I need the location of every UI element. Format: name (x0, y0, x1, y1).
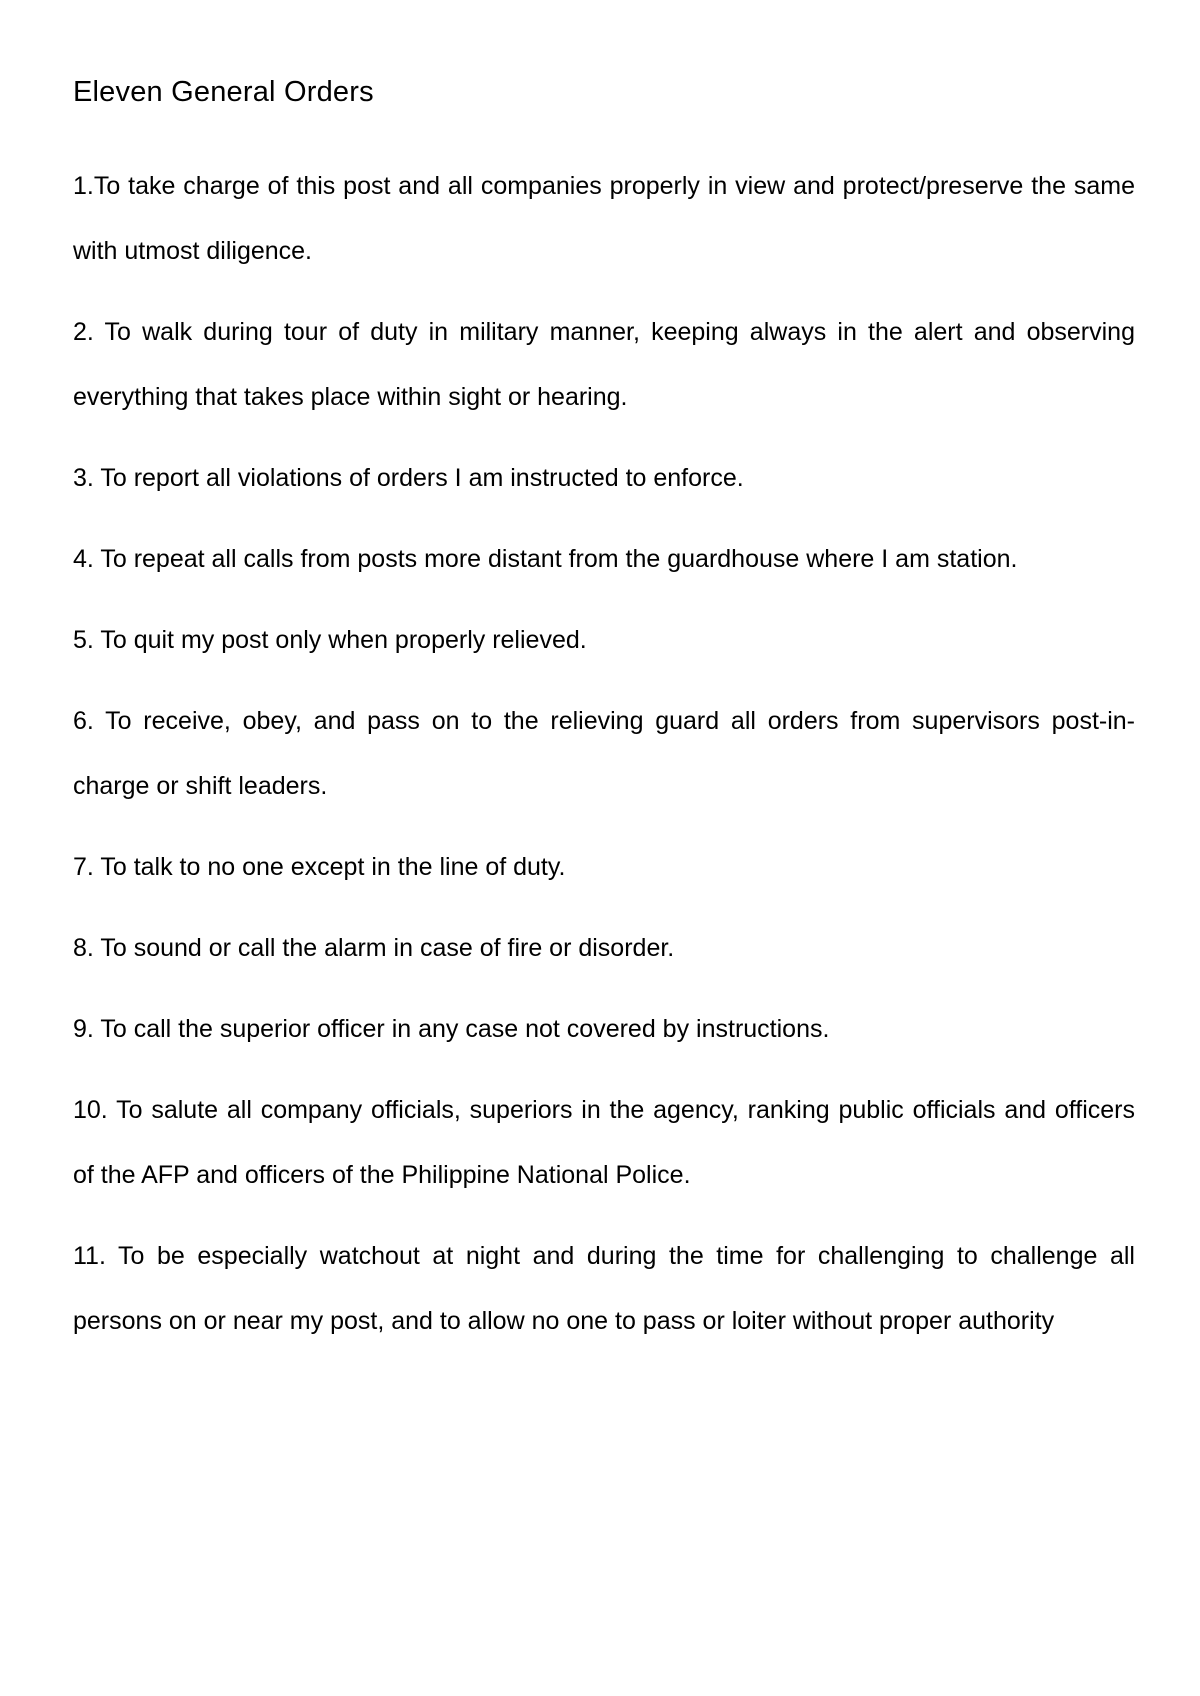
general-order-8: 8. To sound or call the alarm in case of fire or disorder. (73, 934, 675, 962)
document-title: Eleven General Orders (73, 76, 374, 108)
general-order-9: 9. To call the superior officer in any case not covered by instructions. (73, 1015, 830, 1043)
general-order-2: 2. To walk during tour of duty in military manner, keeping always in the alert and observing everything that takes place within sight or hearing. (73, 318, 1135, 411)
general-order-11: 11. To be especially watchout at night and during the time for challenging to challenge all persons on or near my post, and to allow no one to pass or loiter without proper authority (73, 1242, 1135, 1335)
document-page (73, 70, 1135, 1370)
general-order-5: 5. To quit my post only when properly relieved. (73, 626, 587, 654)
general-order-7: 7. To talk to no one except in the line of duty. (73, 853, 566, 881)
general-order-3: 3. To report all violations of orders I am instructed to enforce. (73, 464, 744, 492)
general-order-1: 1.To take charge of this post and all companies properly in view and protect/preserve the same with utmost diligence. (73, 172, 1135, 265)
general-order-6: 6. To receive, obey, and pass on to the relieving guard all orders from supervisors post-in-charge or shift leaders. (73, 707, 1135, 800)
general-order-10: 10. To salute all company officials, superiors in the agency, ranking public officials and officers of the AFP and officers of the Philippine National Police. (73, 1096, 1135, 1189)
general-order-4: 4. To repeat all calls from posts more distant from the guardhouse where I am station. (73, 545, 1018, 573)
